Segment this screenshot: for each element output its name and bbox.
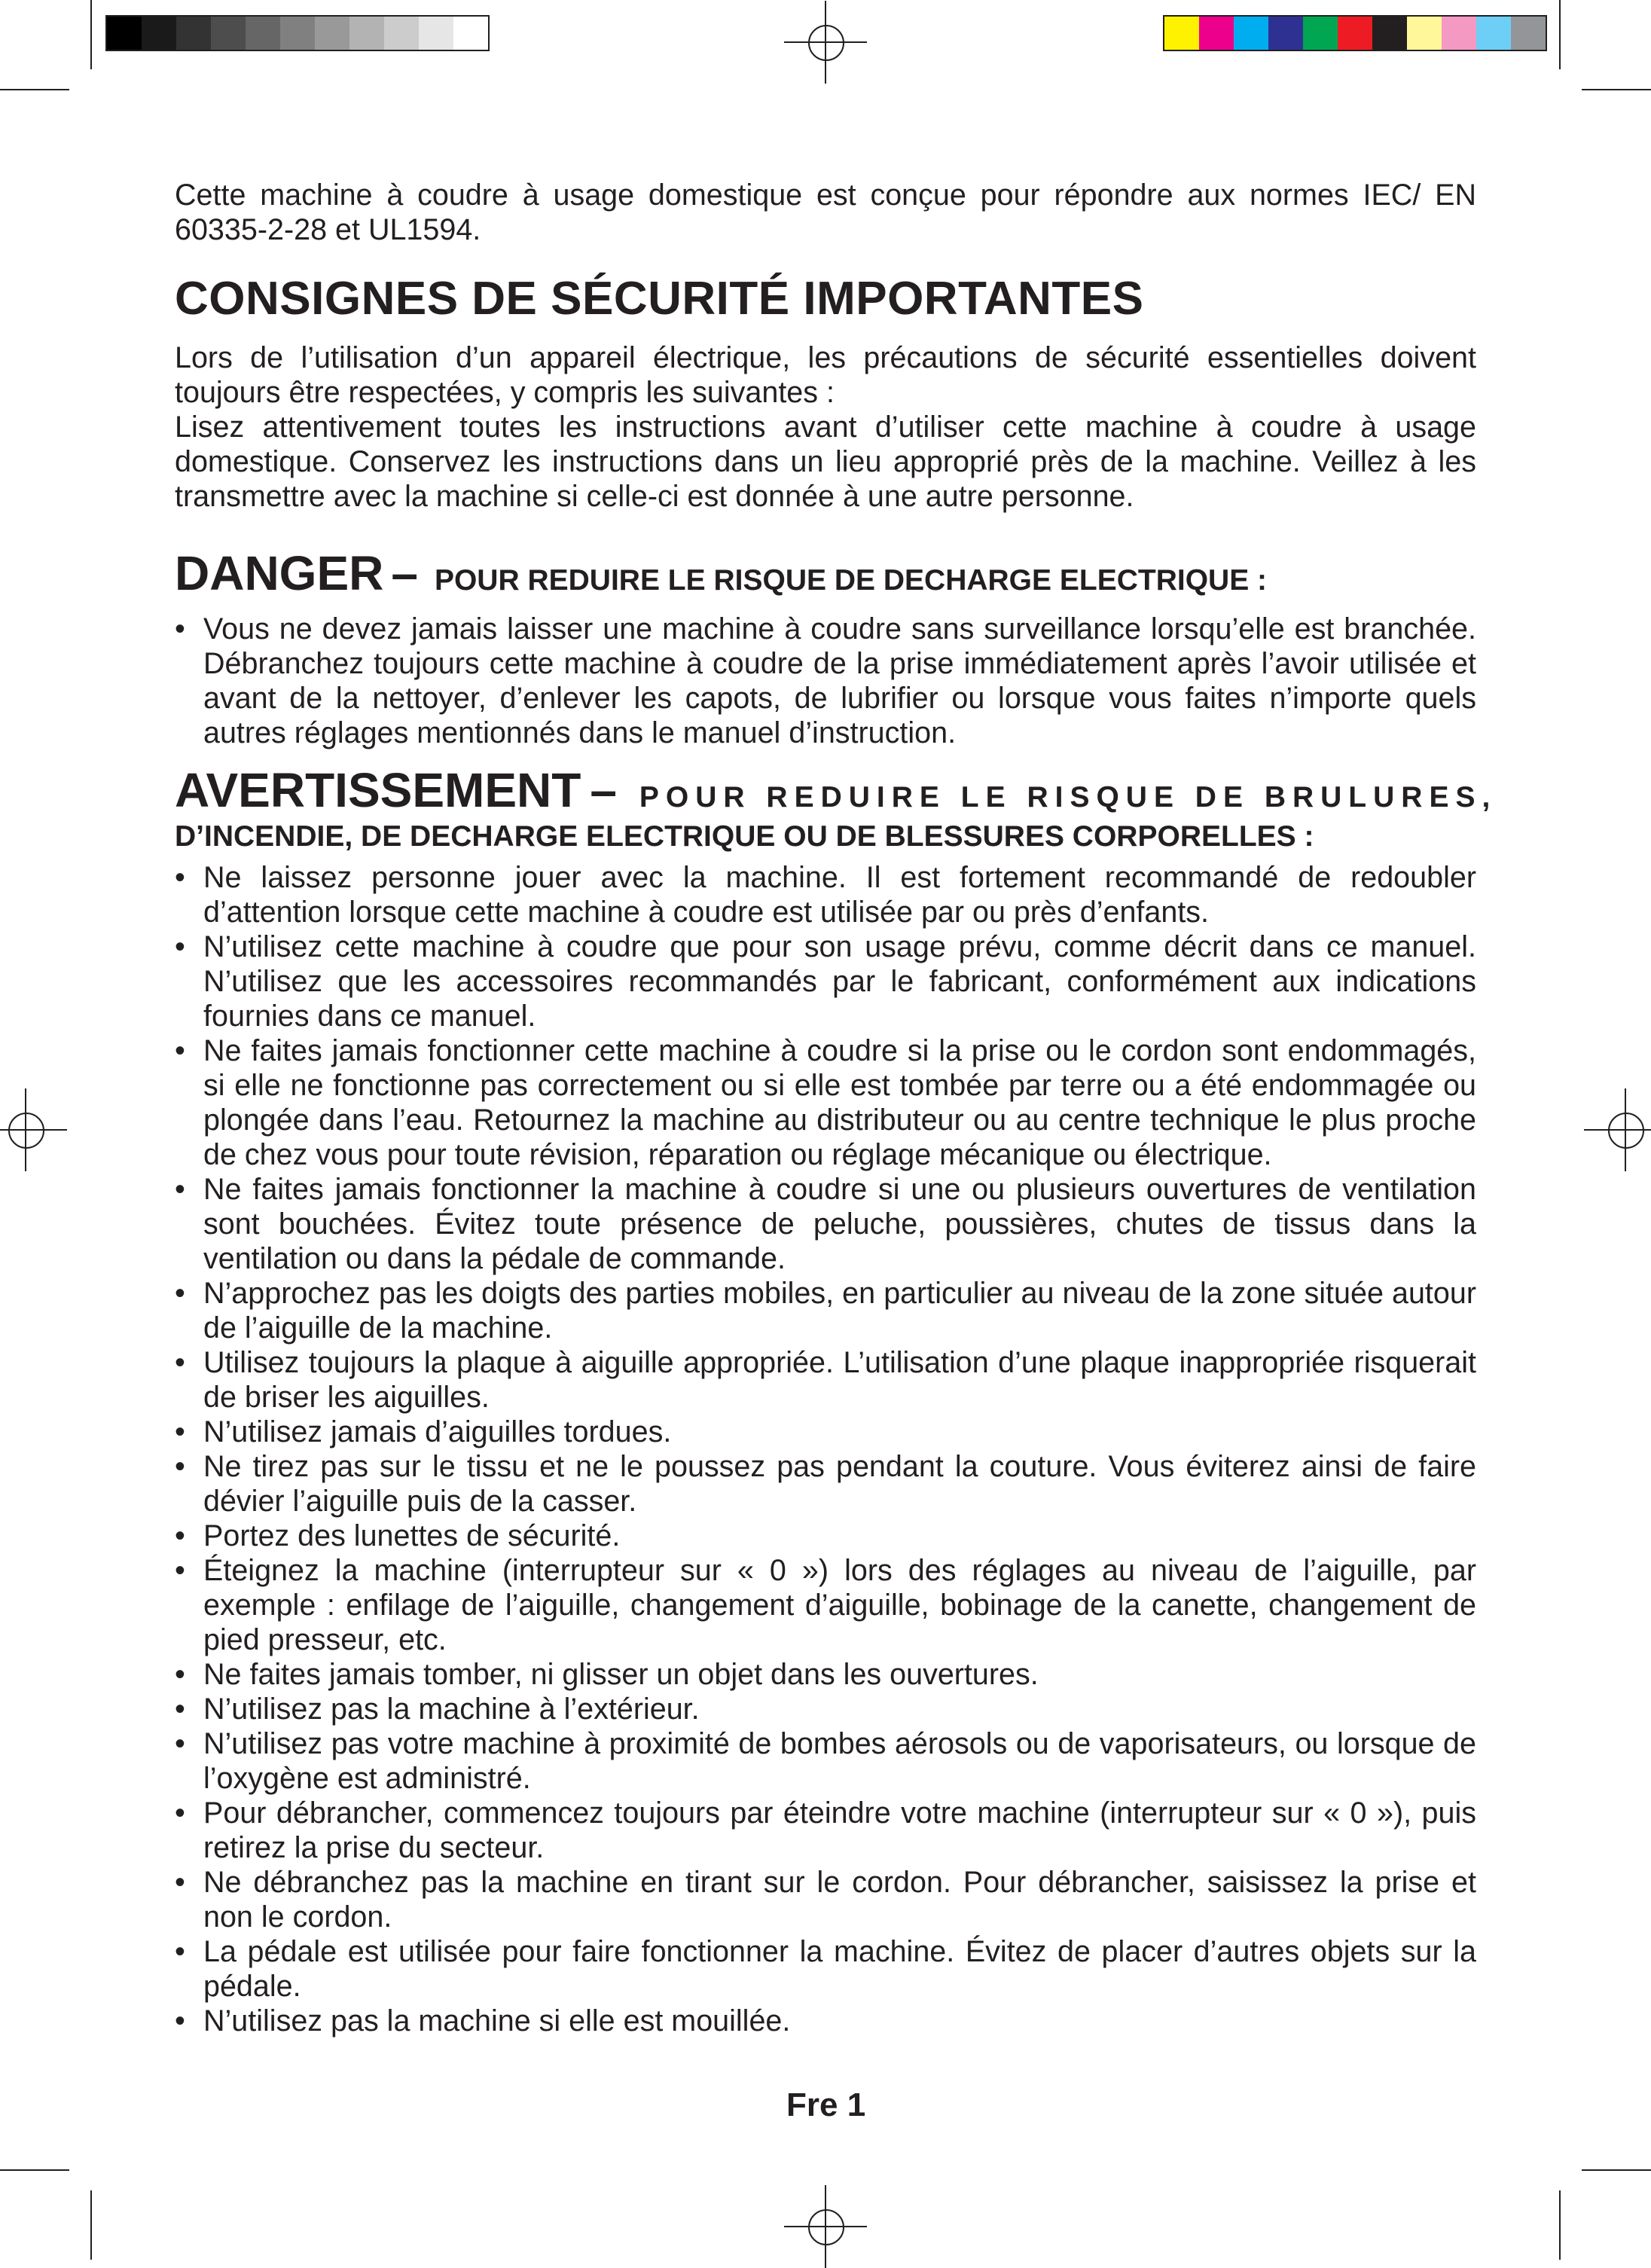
gray-swatch xyxy=(315,17,349,50)
list-item xyxy=(175,929,1476,1033)
list-item-text: N’utilisez pas votre machine à proximité de bombes aérosols ou de vaporisateurs, ou lorsque de l’oxygène est administré. xyxy=(203,1727,1476,1795)
bullet-icon: • xyxy=(175,1796,185,1830)
list-item-text: Vous ne devez jamais laisser une machine à coudre sans surveillance lorsqu’elle est branchée. Débranchez toujours cette machine à coudre de la prise immédiatement après l’avoir utilisée et avant de la nettoyer, d’enlever les capots, de lubrifier ou lorsque vous faites n’importe quels autres réglages mentionnés dans le manuel d’instruction. xyxy=(203,612,1476,749)
color-swatch xyxy=(1338,17,1372,50)
bullet-icon: • xyxy=(175,1866,185,1899)
gray-swatch xyxy=(453,17,488,50)
list-item-text: Ne débranchez pas la machine en tirant sur le cordon. Pour débrancher, saisissez la prise et non le cordon. xyxy=(203,1866,1476,1934)
list-item xyxy=(175,1553,1476,1657)
list-item-text: Ne faites jamais fonctionner la machine à coudre si une ou plusieurs ouvertures de ventilation sont bouchées. Évitez toute présence de peluche, poussières, chutes de tissus dans la ventilation ou dans la pédale de commande. xyxy=(203,1173,1476,1275)
gray-swatch xyxy=(176,17,211,50)
color-calibration-bar xyxy=(1163,15,1547,51)
list-item-text: Utilisez toujours la plaque à aiguille appropriée. L’utilisation d’une plaque inappropriée risquerait de briser les aiguilles. xyxy=(203,1346,1476,1414)
bullet-icon: • xyxy=(175,1450,185,1483)
warning-heading xyxy=(175,762,1497,856)
bullet-icon: • xyxy=(175,1554,185,1587)
danger-label: DANGER xyxy=(175,546,384,600)
list-item xyxy=(175,860,1476,929)
list-item xyxy=(175,1033,1476,1172)
safety-paragraph-2: Lisez attentivement toutes les instructions avant d’utiliser cette machine à coudre à usage domestique. Conservez les instructions dans un lieu approprié près de la machine. Veillez à les transmettre avec la machine si celle-ci est donnée à une autre personne. xyxy=(175,411,1476,513)
bullet-icon: • xyxy=(175,1173,185,1206)
bullet-icon: • xyxy=(175,612,185,646)
color-swatch xyxy=(1303,17,1338,50)
page-number: Fre 1 xyxy=(786,2086,866,2123)
color-swatch xyxy=(1511,17,1546,50)
color-swatch xyxy=(1372,17,1407,50)
gray-swatch xyxy=(211,17,246,50)
list-item-text: N’utilisez cette machine à coudre que pour son usage prévu, comme décrit dans ce manuel. N’utilisez que les accessoires recommandés par le fabricant, conformément aux indications fournies dans ce manuel. xyxy=(203,930,1476,1033)
warning-subtitle-line2: D’INCENDIE, DE DECHARGE ELECTRIQUE OU DE BLESSURES CORPORELLES : xyxy=(175,820,1314,853)
warning-label: AVERTISSEMENT xyxy=(175,763,581,817)
list-item xyxy=(175,1865,1476,1934)
list-item xyxy=(175,1415,1476,1449)
list-item xyxy=(175,612,1476,750)
list-item xyxy=(175,1519,1476,1553)
list-item-text: Ne laissez personne jouer avec la machine. Il est fortement recommandé de redoubler d’attention lorsque cette machine à coudre est utilisée par ou près d’enfants. xyxy=(203,861,1476,929)
list-item-text: Pour débrancher, commencez toujours par éteindre votre machine (interrupteur sur « 0 »), puis retirez la prise du secteur. xyxy=(203,1796,1476,1864)
bullet-icon: • xyxy=(175,930,185,963)
warning-dash: – xyxy=(590,763,617,817)
color-swatch xyxy=(1407,17,1442,50)
gray-swatch xyxy=(419,17,453,50)
bullet-icon: • xyxy=(175,1658,185,1691)
bullet-icon: • xyxy=(175,1727,185,1760)
danger-dash: – xyxy=(391,546,418,600)
list-item-text: Éteignez la machine (interrupteur sur « 0 ») lors des réglages au niveau de l’aiguille, par exemple : enfilage de l’aiguille, changement d’aiguille, bobinage de la canette, changement de pied presseur, etc. xyxy=(203,1554,1476,1656)
gray-swatch xyxy=(107,17,142,50)
bullet-icon: • xyxy=(175,1346,185,1379)
intro-paragraph: Cette machine à coudre à usage domestique est conçue pour répondre aux normes IEC/ EN 60335-2-28 et UL1594. xyxy=(175,179,1476,246)
list-item xyxy=(175,1276,1476,1345)
warning-list xyxy=(175,860,1476,2038)
page-title: CONSIGNES DE SÉCURITÉ IMPORTANTES xyxy=(175,273,1144,325)
bullet-icon: • xyxy=(175,1277,185,1310)
bullet-icon: • xyxy=(175,1034,185,1067)
safety-paragraph-1: Lors de l’utilisation d’un appareil électrique, les précautions de sécurité essentielles doivent toujours être respectées, y compris les suivantes : xyxy=(175,341,1476,409)
list-item xyxy=(175,1172,1476,1276)
color-swatch xyxy=(1442,17,1476,50)
list-item-text: Portez des lunettes de sécurité. xyxy=(203,1519,621,1552)
color-swatch xyxy=(1199,17,1234,50)
danger-list xyxy=(175,612,1476,750)
bullet-icon: • xyxy=(175,861,185,894)
list-item-text: N’utilisez pas la machine si elle est mouillée. xyxy=(203,2004,791,2038)
list-item-text: Ne faites jamais fonctionner cette machine à coudre si la prise ou le cordon sont endommagés, si elle ne fonctionne pas correctement ou si elle est tombée par terre ou a été endommagée ou plongée dans l’eau. Retournez la machine au distributeur ou au centre technique le plus proche de chez vous pour toute révision, réparation ou réglage mécanique ou électrique. xyxy=(203,1034,1476,1171)
danger-heading xyxy=(175,545,1476,601)
gray-swatch xyxy=(280,17,315,50)
list-item xyxy=(175,1934,1476,2004)
gray-swatch xyxy=(246,17,280,50)
bullet-icon: • xyxy=(175,1519,185,1552)
danger-subtitle: POUR REDUIRE LE RISQUE DE DECHARGE ELECTRIQUE : xyxy=(434,564,1268,597)
grayscale-calibration-bar xyxy=(105,15,490,51)
bullet-icon: • xyxy=(175,2004,185,2038)
list-item xyxy=(175,1726,1476,1796)
warning-subtitle-line1: POUR REDUIRE LE RISQUE DE BRULURES, xyxy=(639,781,1497,813)
list-item-text: N’approchez pas les doigts des parties mobiles, en particulier au niveau de la zone située autour de l’aiguille de la machine. xyxy=(203,1277,1476,1345)
list-item-text: Ne faites jamais tomber, ni glisser un objet dans les ouvertures. xyxy=(203,1658,1039,1691)
bullet-icon: • xyxy=(175,1415,185,1448)
gray-swatch xyxy=(349,17,384,50)
bullet-icon: • xyxy=(175,1693,185,1726)
color-swatch xyxy=(1234,17,1268,50)
gray-swatch xyxy=(142,17,176,50)
gray-swatch xyxy=(384,17,419,50)
color-swatch xyxy=(1268,17,1303,50)
list-item xyxy=(175,2004,1476,2038)
list-item-text: N’utilisez jamais d’aiguilles tordues. xyxy=(203,1415,672,1448)
color-swatch xyxy=(1164,17,1199,50)
bullet-icon: • xyxy=(175,1935,185,1968)
color-swatch xyxy=(1476,17,1511,50)
list-item-text: La pédale est utilisée pour faire fonctionner la machine. Évitez de placer d’autres objets sur la pédale. xyxy=(203,1935,1476,2003)
list-item xyxy=(175,1657,1476,1692)
list-item xyxy=(175,1449,1476,1519)
list-item-text: N’utilisez pas la machine à l’extérieur. xyxy=(203,1693,700,1726)
list-item xyxy=(175,1692,1476,1726)
list-item-text: Ne tirez pas sur le tissu et ne le poussez pas pendant la couture. Vous éviterez ainsi de faire dévier l’aiguille puis de la casser. xyxy=(203,1450,1476,1518)
page-content xyxy=(175,178,1497,2038)
list-item xyxy=(175,1796,1476,1865)
list-item xyxy=(175,1345,1476,1415)
